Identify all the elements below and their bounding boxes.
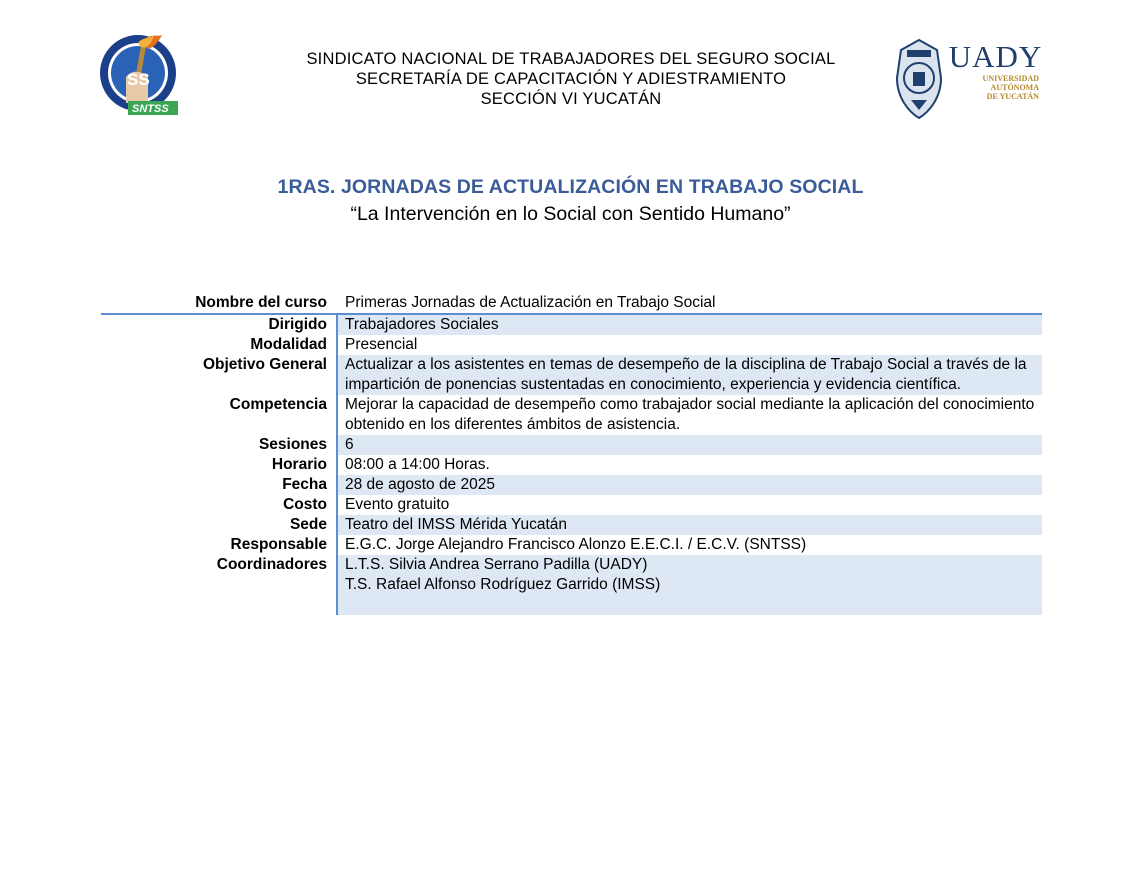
coordinator-2: T.S. Rafael Alfonso Rodríguez Garrido (IMSS) [345, 576, 661, 593]
uady-title: UADY [948, 39, 1043, 74]
uady-subtitle-1: UNIVERSIDAD [982, 74, 1039, 83]
row-schedule [101, 455, 1042, 475]
label-venue: Sede [289, 516, 327, 533]
label-audience: Dirigido [268, 316, 327, 333]
row-venue [101, 515, 1042, 535]
event-subtitle: “La Intervención en lo Social con Sentido Humano” [350, 203, 791, 225]
sntss-logo [98, 33, 182, 117]
row-modality [101, 335, 1042, 355]
uady-seal-icon [893, 38, 945, 120]
course-info-table [101, 293, 1042, 615]
value-sessions: 6 [336, 435, 1042, 455]
event-title: 1RAS. JORNADAS DE ACTUALIZACIÓN EN TRABAJO SOCIAL [277, 176, 864, 198]
label-sessions: Sesiones [258, 436, 327, 453]
row-responsible [101, 535, 1042, 555]
value-coordinators [336, 555, 1042, 615]
uady-subtitle-2: AUTÓNOMA [990, 83, 1039, 92]
value-cost: Evento gratuito [336, 495, 1042, 515]
row-sessions [101, 435, 1042, 455]
value-date: 28 de agosto de 2025 [336, 475, 1042, 495]
label-competence: Competencia [229, 396, 327, 413]
label-objective: Objetivo General [202, 356, 327, 373]
header-line-secretariat: SECRETARÍA DE CAPACITACIÓN Y ADIESTRAMIENTO [355, 70, 787, 88]
value-responsible: E.G.C. Jorge Alejandro Francisco Alonzo E.E.C.I. / E.C.V. (SNTSS) [336, 535, 1042, 555]
uady-logo [893, 38, 1043, 120]
label-modality: Modalidad [250, 336, 327, 353]
sntss-logo-icon [98, 33, 182, 117]
sntss-badge-text: SS [127, 70, 150, 89]
label-coordinators: Coordinadores [216, 556, 327, 573]
value-objective: Actualizar a los asistentes en temas de desempeño de la disciplina de Trabajo Social a través de la impartición de ponencias sustentadas en conocimiento, experiencia y evidencia científica. [336, 355, 1042, 395]
value-competence: Mejorar la capacidad de desempeño como trabajador social mediante la aplicación del conocimiento obtenido en los diferentes ámbitos de asistencia. [336, 395, 1042, 435]
label-schedule: Horario [271, 456, 327, 473]
row-coordinators [101, 555, 1042, 615]
value-venue: Teatro del IMSS Mérida Yucatán [336, 515, 1042, 535]
row-competence [101, 395, 1042, 435]
value-schedule: 08:00 a 14:00 Horas. [336, 455, 1042, 475]
uady-wordmark [948, 40, 1043, 101]
label-date: Fecha [282, 476, 327, 493]
label-course-name: Nombre del curso [195, 294, 327, 311]
document-header [260, 49, 882, 109]
value-audience: Trabajadores Sociales [336, 315, 1042, 335]
row-date [101, 475, 1042, 495]
value-course-name: Primeras Jornadas de Actualización en Trabajo Social [345, 294, 716, 311]
value-modality: Presencial [336, 335, 1042, 355]
row-cost [101, 495, 1042, 515]
row-audience [101, 315, 1042, 335]
coordinator-1: L.T.S. Silvia Andrea Serrano Padilla (UADY) [345, 556, 648, 573]
label-responsible: Responsable [230, 536, 327, 553]
header-line-union: SINDICATO NACIONAL DE TRABAJADORES DEL SEGURO SOCIAL [306, 50, 836, 68]
label-cost: Costo [283, 496, 327, 513]
row-objective [101, 355, 1042, 395]
row-course-name [101, 293, 1042, 315]
sntss-logo-text: SNTSS [132, 103, 169, 115]
uady-subtitle-3: DE YUCATÁN [986, 92, 1039, 101]
header-line-section: SECCIÓN VI YUCATÁN [480, 90, 662, 108]
